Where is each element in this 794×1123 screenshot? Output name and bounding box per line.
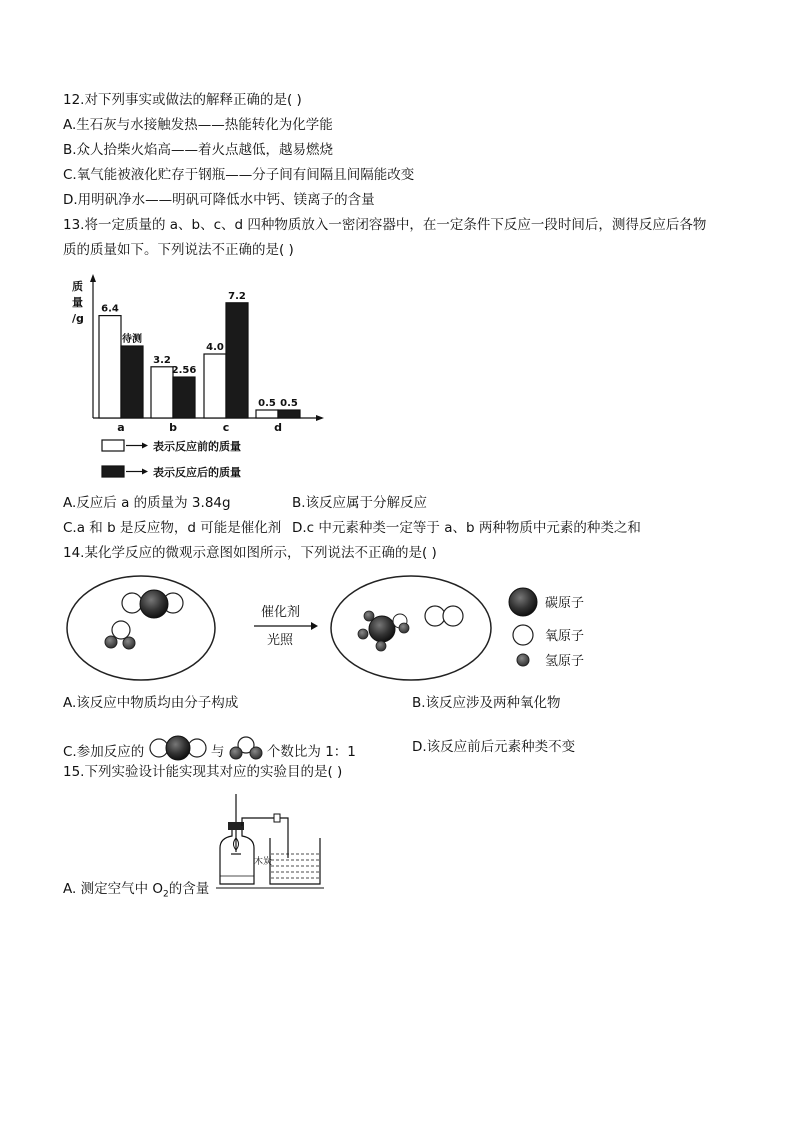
legend-hydrogen: 氢原子 — [545, 654, 585, 669]
x-axis-arrow — [316, 415, 324, 421]
bar-label-b-before: 3.2 — [153, 354, 171, 366]
q12-option-b: B.众人拾柴火焰高——着火点越低，越易燃烧 — [63, 142, 334, 158]
reaction-diagram — [63, 572, 623, 690]
q15-option-a — [63, 880, 209, 904]
x-tick-label-d: d — [274, 421, 282, 434]
q14-option-c — [63, 735, 356, 761]
legend-arrow-head — [142, 443, 148, 449]
bar-label-d-before: 0.5 — [258, 398, 276, 409]
reactants-ellipse — [67, 576, 215, 680]
y-axis-label: 量 — [72, 296, 83, 309]
legend-oxygen: 氧原子 — [545, 629, 585, 644]
q14-option-c-post: 个数比为 1：1 — [266, 744, 356, 760]
q12-stem: 12.对下列事实或做法的解释正确的是( ) — [63, 92, 302, 108]
q15-stem: 15.下列实验设计能实现其对应的实验目的是( ) — [63, 764, 343, 780]
bar-c-after — [226, 303, 248, 418]
mass-bar-chart — [60, 270, 340, 485]
products-ellipse — [331, 576, 491, 680]
q14-option-c-pre: C.参加反应的 — [63, 744, 145, 760]
oxygen-atom-icon — [513, 625, 533, 645]
q15-option-a-post: 的含量 — [168, 881, 210, 897]
legend-label-after: 表示反应后的质量 — [153, 466, 241, 479]
q12-option-c: C.氧气能被液化贮存于钢瓶——分子间有间隔且间隔能改变 — [63, 167, 415, 183]
apparatus-diagram — [216, 792, 326, 892]
bar-label-a-after: 待测 — [122, 334, 142, 345]
apparatus-label: 木炭 — [254, 857, 273, 867]
bar-d-before — [256, 410, 278, 418]
bar-label-d-after: 0.5 — [280, 398, 298, 409]
carbon-atom-icon — [509, 588, 537, 616]
q12-option-a: A.生石灰与水接触发热——热能转化为化学能 — [63, 117, 333, 133]
oxygen-molecule — [425, 606, 463, 626]
bar-label-a-before: 6.4 — [101, 303, 119, 315]
y-axis-arrow — [90, 274, 96, 282]
methanol-molecule — [358, 611, 409, 651]
y-axis-label: /g — [72, 312, 84, 325]
x-tick-label-a: a — [117, 421, 125, 434]
q13-option-a: A.反应后 a 的质量为 3.84g — [63, 495, 231, 511]
q15-option-a-sub: 2 — [163, 889, 169, 900]
q12-option-d: D.用明矾净水——明矾可降低水中钙、镁离子的含量 — [63, 192, 375, 208]
water-inline-icon — [229, 735, 263, 761]
bar-b-before — [151, 367, 173, 418]
x-tick-label-b: b — [169, 421, 177, 434]
q13-option-c: C.a 和 b 是反应物，d 可能是催化剂 — [63, 520, 282, 536]
q13-stem-line1: 13.将一定质量的 a、b、c、d 四种物质放入一密闭容器中，在一定条件下反应一段时间后，测得反应后各物 — [63, 217, 707, 233]
co2-inline-icon — [149, 735, 207, 761]
bar-a-after — [121, 346, 143, 418]
q13-stem-line2: 质的质量如下。下列说法不正确的是( ) — [63, 242, 294, 258]
q15-option-a-pre: A. 测定空气中 O — [63, 881, 163, 897]
bar-c-before — [204, 354, 226, 418]
bar-label-b-after: 2.56 — [171, 365, 197, 377]
arrow-bottom-label: 光照 — [267, 633, 294, 648]
hydrogen-atom-icon — [517, 654, 529, 666]
arrow-top-label: 催化剂 — [261, 605, 301, 620]
q14-stem: 14.某化学反应的微观示意图如图所示，下列说法不正确的是( ) — [63, 545, 437, 561]
bar-a-before — [99, 316, 121, 418]
bar-b-after — [173, 377, 195, 418]
bar-label-c-before: 4.0 — [206, 342, 224, 353]
q14-option-d: D.该反应前后元素种类不变 — [412, 739, 576, 755]
q13-option-d: D.c 中元素种类一定等于 a、b 两种物质中元素的种类之和 — [292, 520, 641, 536]
q13-option-b: B.该反应属于分解反应 — [292, 495, 428, 511]
bar-label-c-after: 7.2 — [228, 290, 246, 302]
legend-swatch-after — [102, 466, 124, 477]
x-tick-label-c: c — [222, 421, 230, 434]
legend-arrow-head — [142, 469, 148, 475]
q14-option-a: A.该反应中物质均由分子构成 — [63, 695, 239, 711]
co2-molecule — [122, 590, 183, 618]
y-axis-label: 质 — [72, 280, 83, 293]
q14-option-c-mid: 与 — [210, 744, 225, 760]
bar-d-after — [278, 410, 300, 418]
legend-label-before: 表示反应前的质量 — [153, 440, 241, 453]
legend-swatch-before — [102, 440, 124, 451]
q14-option-b: B.该反应涉及两种氧化物 — [412, 695, 561, 711]
legend-carbon: 碳原子 — [545, 596, 585, 611]
water-molecule — [105, 621, 135, 649]
